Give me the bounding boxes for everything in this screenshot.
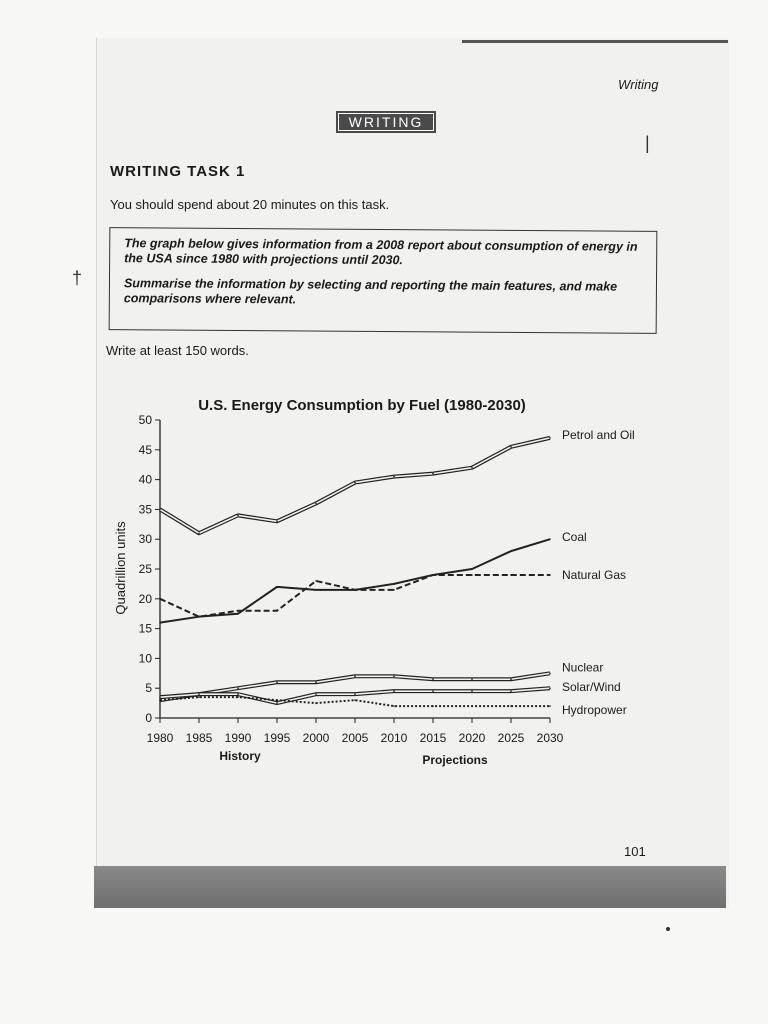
data-point-natural-gas	[510, 574, 512, 576]
data-point-hydropower	[198, 696, 200, 698]
y-tick-label: 25	[138, 562, 152, 576]
data-point-solar-wind	[315, 693, 317, 695]
task-title: WRITING TASK 1	[110, 163, 246, 180]
series-label-coal: Coal	[562, 530, 587, 545]
data-point-solar-wind	[393, 690, 395, 692]
data-point-solar-wind	[549, 687, 551, 689]
data-point-petrol-and-oil	[237, 515, 239, 517]
series-label-solar-wind: Solar/Wind	[562, 680, 621, 695]
series-petrol-and-oil-line	[160, 438, 550, 533]
x-tick-label: 2000	[302, 731, 330, 745]
data-point-petrol-and-oil	[549, 437, 551, 439]
task-summary-instruction: Summarise the information by selecting and reporting the main features, and make comparisons where relevant.	[123, 276, 618, 307]
data-point-coal	[276, 586, 278, 588]
data-point-natural-gas	[159, 598, 161, 600]
x-tick-label: 1985	[185, 731, 213, 745]
data-point-hydropower	[471, 705, 473, 707]
y-tick-label: 30	[138, 532, 152, 547]
y-tick-label: 50	[138, 413, 152, 427]
data-point-nuclear	[393, 675, 395, 677]
data-point-hydropower	[159, 699, 161, 701]
data-point-solar-wind	[354, 693, 356, 695]
y-tick-label: 15	[138, 621, 152, 636]
data-point-natural-gas	[315, 580, 317, 582]
series-coal-line	[160, 539, 550, 622]
x-axis-label-projections: Projections	[422, 753, 488, 767]
series-label-petrol-and-oil: Petrol and Oil	[562, 427, 635, 442]
data-point-natural-gas	[393, 589, 395, 591]
time-instruction: You should spend about 20 minutes on this task.	[110, 197, 390, 212]
data-point-petrol-and-oil	[276, 521, 278, 523]
y-tick-label: 45	[138, 442, 152, 457]
data-point-coal	[315, 589, 317, 591]
data-point-petrol-and-oil	[471, 467, 473, 469]
pen-mark: †	[72, 268, 83, 288]
data-point-natural-gas	[276, 610, 278, 612]
data-point-natural-gas	[354, 589, 356, 591]
data-point-petrol-and-oil	[315, 503, 317, 505]
series-label-natural-gas: Natural Gas	[562, 567, 627, 582]
data-point-hydropower	[393, 705, 395, 707]
data-point-hydropower	[237, 696, 239, 698]
data-point-natural-gas	[198, 616, 200, 618]
y-tick-label: 10	[138, 651, 152, 666]
data-point-hydropower	[315, 702, 317, 704]
series-label-hydropower: Hydropower	[562, 703, 627, 718]
data-point-natural-gas	[471, 574, 473, 576]
y-tick-label: 20	[138, 591, 152, 606]
task-description: The graph below gives information from a 2008 report about consumption of energy in the USA since 1980 with projections until 2030.	[124, 236, 638, 268]
x-tick-label: 2015	[419, 731, 447, 745]
section-banner: WRITING	[336, 111, 436, 133]
data-point-petrol-and-oil	[354, 482, 356, 484]
data-point-petrol-and-oil	[159, 509, 161, 511]
x-tick-label: 2005	[341, 731, 369, 745]
data-point-nuclear	[315, 681, 317, 683]
y-axis-label: Quadrillion units	[113, 521, 128, 615]
data-point-nuclear	[510, 678, 512, 680]
data-point-hydropower	[549, 705, 551, 707]
y-tick-label: 35	[138, 502, 152, 517]
data-point-natural-gas	[237, 610, 239, 612]
x-tick-label: 1990	[224, 731, 252, 745]
data-point-solar-wind	[471, 690, 473, 692]
data-point-hydropower	[276, 699, 278, 701]
data-point-coal	[393, 583, 395, 585]
word-limit: Write at least 150 words.	[106, 343, 249, 358]
data-point-solar-wind	[198, 693, 200, 695]
data-point-nuclear	[471, 678, 473, 680]
page-number: 101	[624, 844, 646, 859]
series-label-nuclear: Nuclear	[562, 660, 604, 675]
x-tick-label: 2025	[497, 731, 525, 745]
data-point-solar-wind	[276, 702, 278, 704]
data-point-nuclear	[432, 678, 434, 680]
data-point-coal	[549, 538, 551, 540]
x-axis-label-history: History	[219, 749, 261, 763]
data-point-nuclear	[354, 675, 356, 677]
x-tick-label: 1980	[146, 731, 174, 745]
data-point-petrol-and-oil	[198, 532, 200, 534]
data-point-hydropower	[510, 705, 512, 707]
data-point-solar-wind	[432, 690, 434, 692]
series-natural-gas-line	[160, 575, 550, 617]
data-point-petrol-and-oil	[393, 476, 395, 478]
data-point-nuclear	[237, 687, 239, 689]
data-point-coal	[237, 613, 239, 615]
running-head: Writing	[618, 77, 659, 92]
series-hydropower-line	[160, 697, 550, 706]
data-point-nuclear	[276, 681, 278, 683]
data-point-natural-gas	[549, 574, 551, 576]
y-tick-label: 0	[145, 711, 152, 725]
pen-mark: |	[645, 133, 650, 153]
data-point-hydropower	[432, 705, 434, 707]
x-tick-label: 2030	[536, 731, 564, 745]
y-tick-label: 5	[145, 681, 152, 696]
x-tick-label: 2010	[380, 731, 408, 745]
data-point-coal	[471, 568, 473, 570]
x-tick-label: 2020	[458, 731, 486, 745]
data-point-coal	[510, 550, 512, 552]
data-point-solar-wind	[237, 693, 239, 695]
data-point-petrol-and-oil	[432, 473, 434, 475]
y-tick-label: 40	[138, 472, 152, 487]
data-point-solar-wind	[159, 696, 161, 698]
x-tick-label: 1995	[263, 731, 291, 745]
data-point-solar-wind	[510, 690, 512, 692]
data-point-natural-gas	[432, 574, 434, 576]
data-point-petrol-and-oil	[510, 446, 512, 448]
chart-title: U.S. Energy Consumption by Fuel (1980-2030)	[198, 397, 526, 414]
data-point-nuclear	[549, 673, 551, 675]
data-point-coal	[159, 622, 161, 624]
data-point-hydropower	[354, 699, 356, 701]
series-petrol-and-oil-outline	[160, 438, 550, 533]
